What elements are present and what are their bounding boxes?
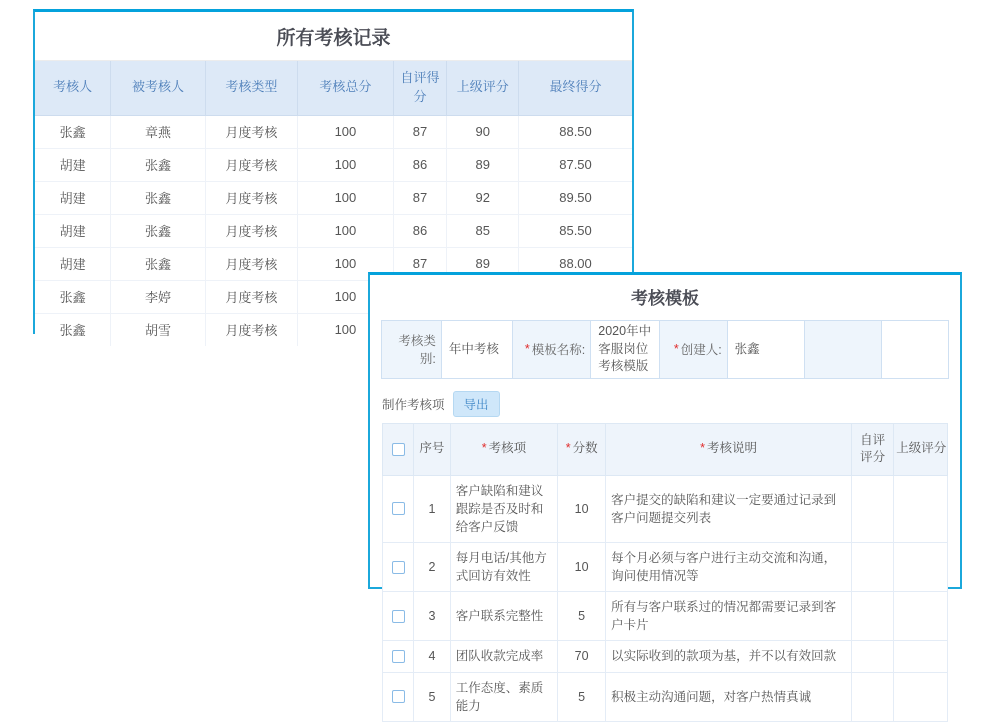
creator-value-text: 张鑫 [734,341,760,356]
item-superior-score-cell [894,672,948,721]
items-column-header: 上级评分 [894,423,948,475]
item-self-score-cell [851,672,893,721]
items-table [382,423,948,722]
records-column-header: 考核类型 [205,61,298,115]
row-checkbox[interactable] [392,561,405,574]
item-row [383,475,948,542]
required-asterisk: * [565,441,571,456]
record-cell: 86 [393,148,447,181]
form-empty-cell [804,321,881,378]
item-no-cell: 5 [414,672,451,721]
item-checkbox-cell [383,641,414,672]
template-name-text: 2020年中客服岗位考核模版 [598,324,652,373]
record-cell: 胡建 [35,148,111,181]
item-no-cell: 4 [414,641,451,672]
item-score-cell: 10 [558,542,606,591]
record-cell: 100 [298,181,394,214]
item-checkbox-cell [383,542,414,591]
records-column-header: 考核人 [35,61,111,115]
record-cell: 月度考核 [205,313,298,346]
record-cell: 85 [447,214,519,247]
record-cell: 89 [447,247,519,280]
record-cell: 胡建 [35,181,111,214]
record-cell: 100 [298,247,394,280]
items-column-header: * 考核项 [450,423,557,475]
item-name-cell: 客户缺陷和建议跟踪是否及时和给客户反馈 [450,475,557,542]
category-label [382,321,441,378]
record-cell: 张鑫 [111,247,205,280]
item-score-cell: 10 [558,475,606,542]
record-cell: 月度考核 [205,181,298,214]
item-no-cell: 3 [414,592,451,641]
record-cell: 89 [447,148,519,181]
record-cell: 月度考核 [205,214,298,247]
item-superior-score-cell [894,475,948,542]
item-desc-cell: 以实际收到的款项为基，并不以有效回款 [606,641,852,672]
record-row [35,115,632,148]
make-items-label: 制作考核项 [382,397,445,412]
record-cell: 张鑫 [111,181,205,214]
required-asterisk: * [524,342,530,357]
record-cell: 月度考核 [205,148,298,181]
record-cell: 100 [298,115,394,148]
category-value-field[interactable] [441,321,512,378]
records-column-header: 自评得分 [393,61,447,115]
items-header-row [383,423,948,475]
items-column-header: 序号 [414,423,451,475]
required-asterisk: * [700,441,705,456]
item-row [383,641,948,672]
record-cell: 86 [393,214,447,247]
row-checkbox[interactable] [392,690,405,703]
template-name-label-text: 模板名称: [531,343,586,358]
item-self-score-cell [851,641,893,672]
item-score-cell: 5 [558,672,606,721]
records-panel-title: 所有考核记录 [35,12,632,61]
record-cell: 87 [393,247,447,280]
items-column-header: * 考核说明 [606,423,852,475]
item-no-cell: 2 [414,542,451,591]
category-value-text: 年中考核 [448,341,499,356]
record-cell: 100 [298,148,394,181]
records-column-header: 上级评分 [447,61,519,115]
item-superior-score-cell [894,641,948,672]
template-form [381,320,949,379]
record-cell: 90 [447,115,519,148]
form-empty-field[interactable] [881,321,948,378]
item-no-cell: 1 [414,475,451,542]
records-header-row [35,61,632,115]
record-cell: 胡雪 [111,313,205,346]
records-column-header: 最终得分 [519,61,632,115]
record-cell: 月度考核 [205,115,298,148]
item-desc-cell: 客户提交的缺陷和建议一定要通过记录到客户问题提交列表 [606,475,852,542]
record-cell: 85.50 [519,214,632,247]
item-desc-cell: 每个月必须与客户进行主动交流和沟通，询问使用情况等 [606,542,852,591]
item-self-score-cell [851,542,893,591]
item-desc-cell: 积极主动沟通问题，对客户热情真诚 [606,672,852,721]
record-row [35,148,632,181]
records-column-header: 考核总分 [298,61,394,115]
item-name-cell: 客户联系完整性 [450,592,557,641]
item-score-cell: 70 [558,641,606,672]
record-cell: 张鑫 [35,280,111,313]
record-cell: 张鑫 [111,214,205,247]
items-table-wrap [382,423,948,722]
row-checkbox[interactable] [392,650,405,663]
record-row [35,181,632,214]
template-panel [368,272,962,713]
item-checkbox-cell [383,592,414,641]
record-cell: 87.50 [519,148,632,181]
record-cell: 88.50 [519,115,632,148]
row-checkbox[interactable] [392,502,405,515]
item-checkbox-cell [383,475,414,542]
item-name-cell: 工作态度、素质能力 [450,672,557,721]
required-asterisk: * [673,342,679,357]
record-cell: 87 [393,115,447,148]
record-cell: 胡建 [35,214,111,247]
items-toolbar [382,391,948,417]
items-table-body [383,475,948,721]
row-checkbox[interactable] [392,610,405,623]
record-cell: 张鑫 [35,115,111,148]
creator-field[interactable] [727,321,805,378]
required-asterisk: * [481,441,487,456]
template-name-field[interactable] [590,321,658,378]
record-cell: 月度考核 [205,280,298,313]
record-cell: 92 [447,181,519,214]
creator-label [659,321,727,378]
record-cell: 100 [298,214,394,247]
creator-label-text: 创建人: [680,343,722,358]
item-checkbox-cell [383,672,414,721]
item-score-cell: 5 [558,592,606,641]
record-row [35,214,632,247]
record-cell: 88.00 [519,247,632,280]
record-cell: 月度考核 [205,247,298,280]
export-button[interactable]: 导出 [453,391,500,417]
item-desc-cell: 所有与客户联系过的情况都需要记录到客户卡片 [606,592,852,641]
category-label-text: 考核类别: [398,334,436,367]
item-self-score-cell [851,475,893,542]
item-superior-score-cell [894,542,948,591]
record-cell: 89.50 [519,181,632,214]
item-name-cell: 每月电话/其他方式回访有效性 [450,542,557,591]
record-cell: 100 [298,313,394,346]
record-cell: 章燕 [111,115,205,148]
record-cell: 胡建 [35,247,111,280]
item-row [383,592,948,641]
template-name-label [512,321,591,378]
item-name-cell: 团队收款完成率 [450,641,557,672]
item-row [383,672,948,721]
record-cell: 张鑫 [111,148,205,181]
select-all-checkbox[interactable] [392,443,405,456]
item-row [383,542,948,591]
records-column-header: 被考核人 [111,61,205,115]
item-superior-score-cell [894,592,948,641]
template-panel-title: 考核模板 [631,289,699,308]
select-all-header-cell [383,423,414,475]
record-cell: 李婷 [111,280,205,313]
record-cell: 100 [298,280,394,313]
record-cell: 87 [393,181,447,214]
record-cell: 张鑫 [35,313,111,346]
items-column-header: * 分数 [558,423,606,475]
item-self-score-cell [851,592,893,641]
items-column-header: 自评评分 [851,423,893,475]
